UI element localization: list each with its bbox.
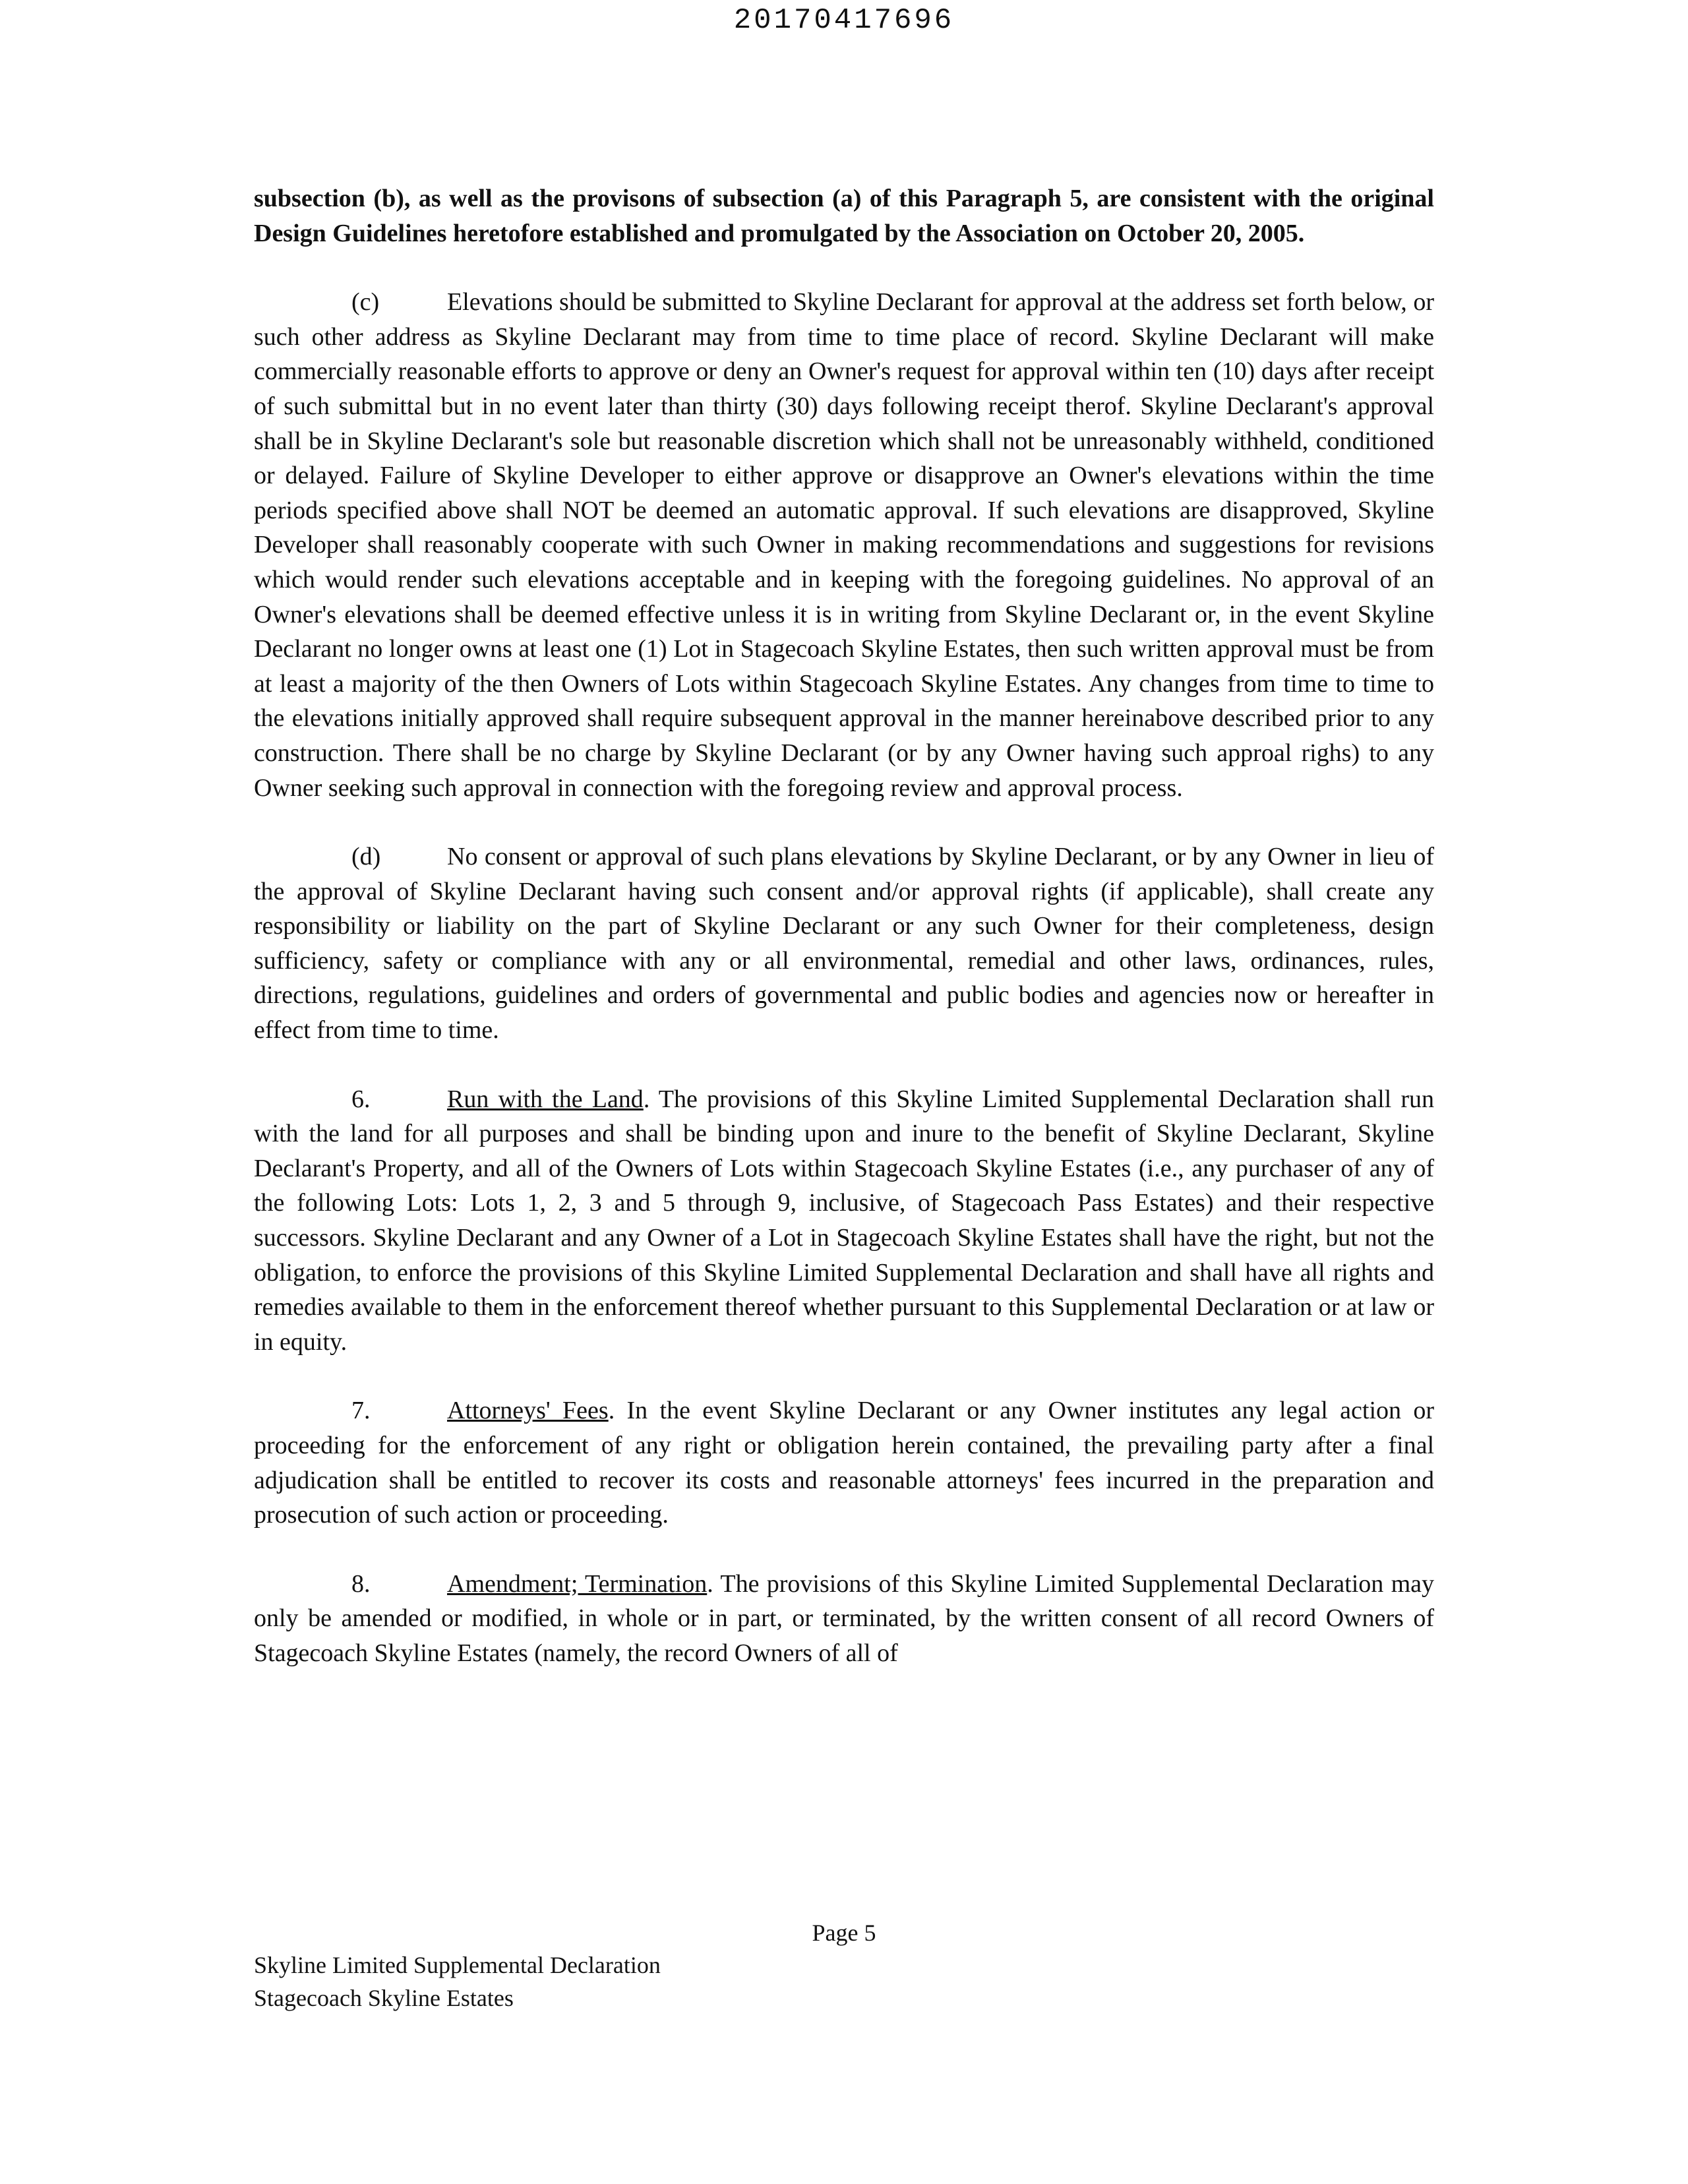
paragraph-8-label: 8. [351,1569,371,1598]
paragraph-c [254,285,1434,805]
paragraph-6-label: 6. [351,1085,371,1113]
paragraph-d-text: No consent or approval of such plans elevations by Skyline Declarant, or by any Owner in lieu of the approval of Skyline Declarant having such consent and/or approval rights (if applicable), shall create any responsibility or liability on the part of Skyline Declarant or any such Owner for their completeness, design sufficiency, safety or compliance with any or all environmental, remedial and other laws, ordinances, rules, directions, regulations, guidelines and orders of governmental and public bodies and agencies now or hereafter in effect from time to time. [254,843,1434,1045]
paragraph-7-heading: Attorneys' Fees [447,1397,609,1425]
paragraph-6 [254,1082,1434,1360]
paragraph-8-heading: Amendment; Termination [447,1569,708,1598]
paragraph-c-text: Elevations should be submitted to Skyline Declarant for approval at the address set forth below, or such other address as Skyline Declarant may from time to time place of record. Skyline Declarant will make commercially reasonable efforts to approve or deny an Owner's request for approval within ten (10) days after receipt of such submittal but in no event later than thirty (30) days following receipt therof. Skyline Declarant's approval shall be in Skyline Declarant's sole but reasonable discretion which shall not be unreasonably withheld, conditioned or delayed. Failure of Skyline Developer to either approve or disapprove an Owner's elevations within the time periods specified above shall NOT be deemed an automatic approval. If such elevations are disapproved, Skyline Developer shall reasonably cooperate with such Owner in making recommendations and suggestions for revisions which would render such elevations acceptable and in keeping with the foregoing guidelines. No approval of an Owner's elevations shall be deemed effective unless it is in writing from Skyline Declarant or, in the event Skyline Declarant no longer owns at least one (1) Lot in Stagecoach Skyline Estates, then such written approval must be from at least a majority of the then Owners of Lots within Stagecoach Skyline Estates. Any changes from time to time to the elevations initially approved shall require subsequent approval in the manner hereinabove described prior to any construction. There shall be no charge by Skyline Declarant (or by any Owner having such approal righs) to any Owner seeking such approval in connection with the foregoing review and approval process. [254,288,1434,802]
lead-paragraph: subsection (b), as well as the provisons of subsection (a) of this Paragraph 5, are consistent with the original Design Guidelines heretofore established and promulgated by the Association on October 20, 2005. [254,185,1434,247]
paragraph-d [254,839,1434,1048]
footer [254,1949,661,2015]
paragraph-8-text: . The provisions of this Skyline Limited Supplemental Declaration may only be amended or modified, in whole or in part, or terminated, by the written consent of all record Owners of Stagecoach Skyline Estates (namely, the record Owners of all of [254,1569,1434,1667]
paragraph-7-text: . In the event Skyline Declarant or any Owner institutes any legal action or proceeding for the enforcement of any right or obligation herein contained, the prevailing party after a final adjudication shall be entitled to recover its costs and reasonable attorneys' fees incurred in the preparation and prosecution of such action or proceeding. [254,1397,1434,1529]
paragraph-d-label: (d) [351,843,381,871]
footer-line-2: Stagecoach Skyline Estates [254,1985,514,2011]
document-number: 20170417696 [733,4,955,37]
document-body [254,181,1434,1705]
paragraph-7-label: 7. [351,1397,371,1425]
page-number: Page 5 [812,1920,876,1946]
paragraph-6-text: . The provisions of this Skyline Limited Supplemental Declaration shall run with the land for all purposes and shall be binding upon and inure to the benefit of Skyline Declarant, Skyline Declarant's Property, and all of the Owners of Lots within Stagecoach Skyline Estates (i.e., any purchaser of any of the following Lots: Lots 1, 2, 3 and 5 through 9, inclusive, of Stagecoach Pass Estates) and their respective successors. Skyline Declarant and any Owner of a Lot in Stagecoach Skyline Estates shall have the right, but not the obligation, to enforce the provisions of this Skyline Limited Supplemental Declaration and shall have all rights and remedies available to them in the enforcement thereof whether pursuant to this Supplemental Declaration or at law or in equity. [254,1085,1434,1356]
paragraph-6-heading: Run with the Land [447,1085,644,1113]
paragraph-8 [254,1567,1434,1671]
paragraph-7 [254,1393,1434,1532]
paragraph-c-label: (c) [351,288,380,317]
footer-line-1: Skyline Limited Supplemental Declaration [254,1952,661,1978]
